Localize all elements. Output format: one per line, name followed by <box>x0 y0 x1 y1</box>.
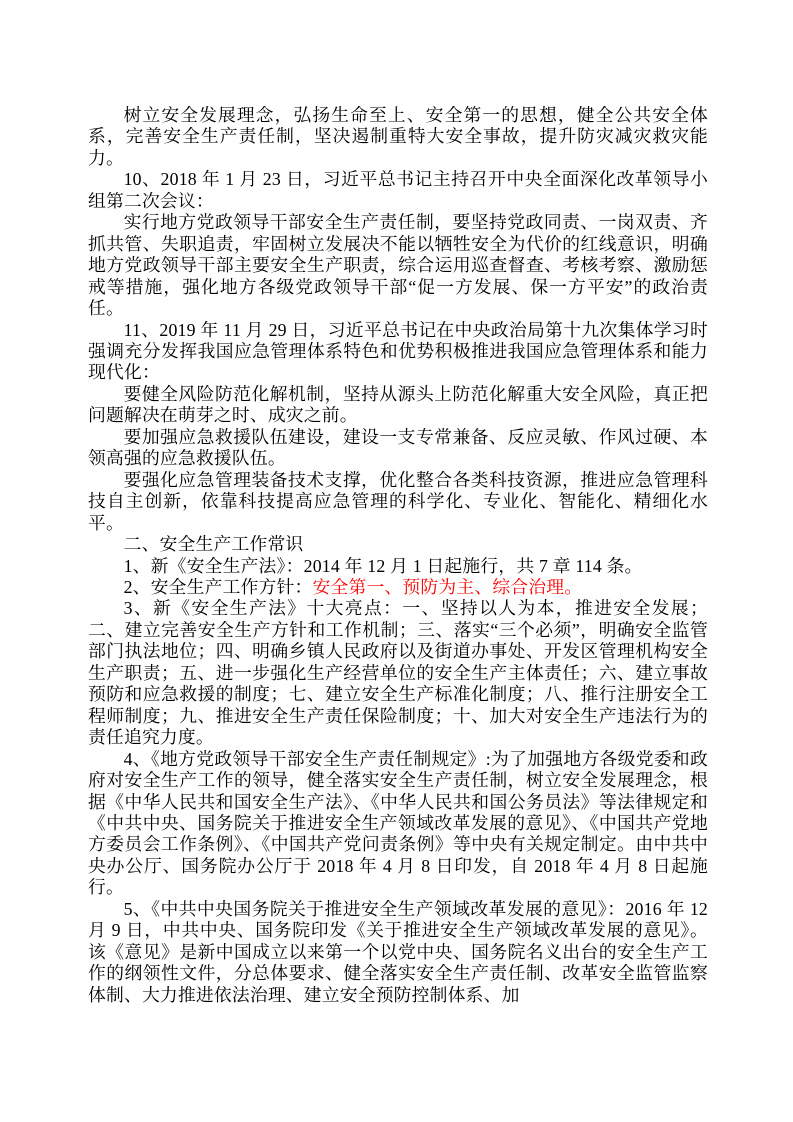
para-item-4-regulation <box>88 749 708 899</box>
para-point-11-study <box>88 320 708 384</box>
text-run: 5、《中共中央国务院关于推进安全生产领域改革发展的意见》：2016 年 12 月 9 日，中共中央、国务院印发《关于推进安全生产领域改革发展的意见》。该《意见》是新中国成立以来第一个以党中央、国务院名义出台的安全生产工作的纲领性文件，分总体要求、健全落实安全生产责任制、改革安全监管监察体制、大力推进依法治理、建立安全预防控制体系、加 <box>88 898 708 1005</box>
para-point-11-risk <box>88 384 708 427</box>
para-point-11-technology <box>88 470 708 534</box>
text-run: 树立安全发展理念，弘扬生命至上、安全第一的思想，健全公共安全体系，完善安全生产责任制，坚决遏制重特大安全事故，提升防灾减灾救灾能力。 <box>88 105 708 168</box>
text-run: 要健全风险防范化解机制，坚持从源头上防范化解重大安全风险，真正把问题解决在萌芽之时、成灾之前。 <box>88 383 708 426</box>
para-item-5-opinion <box>88 899 708 1006</box>
text-run: 要强化应急管理装备技术支撑，优化整合各类科技资源，推进应急管理科技自主创新，依靠科技提高应急管理的科学化、专业化、智能化、精细化水平。 <box>88 469 708 533</box>
section-heading-2 <box>88 534 708 555</box>
para-item-1-law <box>88 556 708 577</box>
text-run: 4、《地方党政领导干部安全生产责任制规定》:为了加强地方各级党委和政府对安全生产工作的领导，健全落实安全生产责任制，树立安全发展理念，根据《中华人民共和国安全生产法》、《中华人民共和国公务员法》等法律规定和《中共中央、国务院关于推进安全生产领域改革发展的意见》、《中国共产党地方委员会工作条例》、《中国共产党问责条例》等中央有关规定制定。由中共中央办公厅、国务院办公厅于 2018 年 4 月 8 日印发，自 2018 年 4 月 8 日起施行。 <box>88 748 708 898</box>
text-run: 1、新《安全生产法》：2014 年 12 月 1 日起施行，共 7 章 114 条。 <box>123 555 643 576</box>
text-run: 3、新《安全生产法》十大亮点：一、坚持以人为本，推进安全发展；二、建立完善安全生产方针和工作机制；三、落实“三个必须”，明确安全监管部门执法地位；四、明确乡镇人民政府以及街道办事处、开发区管理机构安全生产职责；五、进一步强化生产经营单位的安全生产主体责任；六、建立事故预防和应急救援的制度；七、建立安全生产标准化制度；八、推行注册安全工程师制度；九、推进安全生产责任保险制度；十、加大对安全生产违法行为的责任追究力度。 <box>88 598 708 748</box>
para-item-2-policy <box>88 577 708 598</box>
para-item-3-highlights <box>88 598 708 748</box>
text-run: 实行地方党政领导干部安全生产责任制，要坚持党政同责、一岗双责、齐抓共管、失职追责，牢固树立发展决不能以牺牲安全为代价的红线意识，明确地方党政领导干部主要安全生产职责，综合运用巡查督查、考核考察、激励惩戒等措施，强化地方各级党政领导干部“促一方发展、保一方平安”的政治责任。 <box>88 212 708 319</box>
text-run: 二、安全生产工作常识 <box>123 534 304 555</box>
para-point-11-rescue-team <box>88 427 708 470</box>
para-safety-concept <box>88 105 708 169</box>
para-point-10-meeting <box>88 169 708 212</box>
text-run: 2、安全生产工作方针： <box>123 576 313 597</box>
text-run: 要加强应急救援队伍建设，建设一支专常兼备、反应灵敏、作风过硬、本领高强的应急救援队伍。 <box>88 426 708 469</box>
highlighted-text-run: 安全第一、预防为主、综合治理。 <box>312 576 583 597</box>
text-run: 11、2019 年 11 月 29 日，习近平总书记在中央政治局第十九次集体学习时强调充分发挥我国应急管理体系特色和优势积极推进我国应急管理体系和能力现代化： <box>88 319 708 383</box>
text-run: 10、2018 年 1 月 23 日，习近平总书记主持召开中央全面深化改革领导小组第二次会议： <box>88 169 708 211</box>
para-point-10-content <box>88 212 708 319</box>
